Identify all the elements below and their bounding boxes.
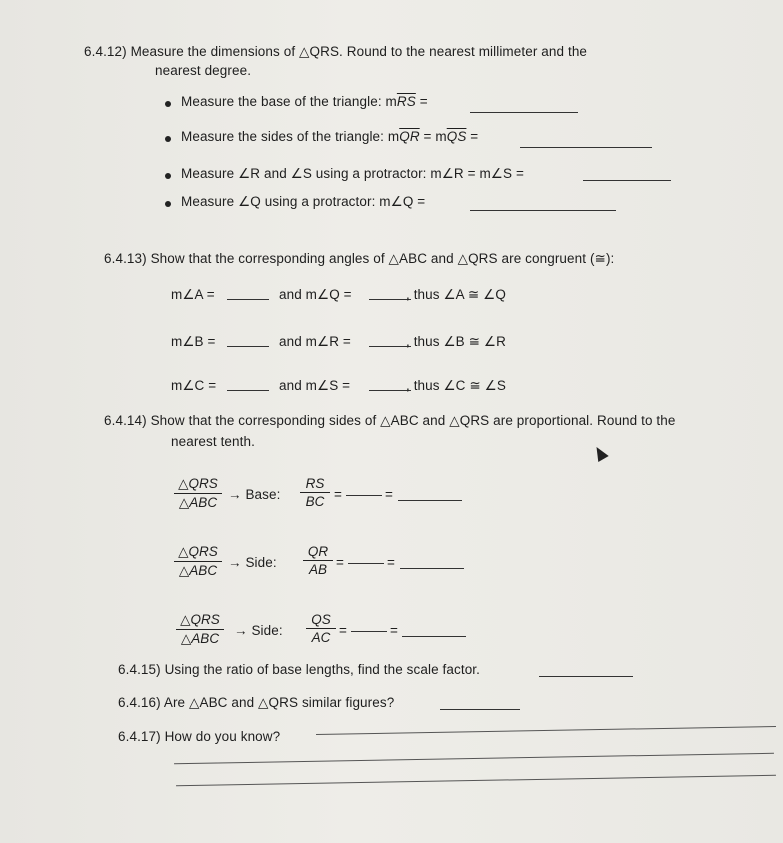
equals-sign: = — [339, 623, 347, 638]
fraction-denominator: △ABC — [178, 495, 218, 510]
answer-blank-angle-q[interactable] — [470, 210, 616, 211]
q14-row3-label: → Side: — [234, 623, 283, 638]
q13-row1-left: m∠A = — [171, 287, 215, 302]
equals-sign: = — [470, 129, 479, 144]
answer-blank-ratio-fraction[interactable] — [351, 631, 387, 632]
q12-header-cont: nearest degree. — [155, 63, 252, 78]
answer-blank-angles-rs[interactable] — [583, 180, 671, 181]
bullet-icon — [165, 201, 171, 207]
answer-blank-ratio-base[interactable] — [398, 500, 462, 501]
q14-header: 6.4.14) Show that the corresponding sides of △ABC and △QRS are proportional. Round to the — [104, 413, 676, 428]
equals-m: = m — [423, 129, 447, 144]
fraction-denominator: AB — [308, 562, 327, 577]
q13-row3-left: m∠C = — [171, 378, 217, 393]
equals-sign: = — [387, 555, 395, 570]
q13-row2-mid: and m∠R = — [279, 334, 351, 349]
q16-prompt: 6.4.16) Are △ABC and △QRS similar figures? — [118, 695, 395, 710]
answer-blank-sides[interactable] — [520, 147, 652, 148]
equals-sign: = — [334, 487, 342, 502]
q14-header-cont: nearest tenth. — [171, 434, 255, 449]
q13-header: 6.4.13) Show that the corresponding angles of △ABC and △QRS are congruent (≅): — [104, 251, 615, 266]
q12-base-text: Measure the base of the triangle: m — [181, 94, 397, 109]
equals-sign: = — [419, 94, 428, 109]
equals-sign: = — [385, 487, 393, 502]
side-fraction — [300, 476, 330, 509]
answer-line[interactable] — [176, 775, 776, 786]
answer-blank-ratio-side2[interactable] — [402, 636, 466, 637]
q12-header: 6.4.12) Measure the dimensions of △QRS. Round to the nearest millimeter and the — [84, 44, 588, 59]
equals-sign: = — [390, 623, 398, 638]
bullet-icon — [165, 101, 171, 107]
answer-blank-base[interactable] — [470, 112, 578, 113]
q14-row1-label: → Base: — [228, 487, 281, 502]
answer-blank-ratio-fraction[interactable] — [348, 563, 384, 564]
q14-row2-label: → Side: — [228, 555, 277, 570]
segment-qr: $\overline{QR}$ — [399, 129, 420, 144]
q13-row3-mid: and m∠S = — [279, 378, 351, 393]
equals-sign: = — [336, 555, 344, 570]
fraction-denominator: BC — [305, 494, 325, 509]
q13-row2-thus: , thus ∠B ≅ ∠R — [406, 334, 506, 349]
answer-blank-angle-a[interactable] — [227, 299, 269, 300]
bullet-icon — [165, 173, 171, 179]
fraction-denominator: AC — [311, 630, 331, 645]
answer-blank-similar[interactable] — [440, 709, 520, 710]
fraction-numerator: RS — [300, 476, 330, 493]
answer-blank-angle-r[interactable] — [369, 346, 411, 347]
fraction-numerator: QR — [303, 544, 333, 561]
fraction-denominator: △ABC — [178, 563, 218, 578]
q13-row1-thus: , thus ∠A ≅ ∠Q — [406, 287, 506, 302]
q12-base-prompt — [181, 94, 428, 109]
bullet-icon — [165, 136, 171, 142]
answer-blank-angle-s[interactable] — [369, 390, 411, 391]
q12-angle-q-prompt: Measure ∠Q using a protractor: m∠Q = — [181, 194, 426, 209]
q13-row3-thus: , thus ∠C ≅ ∠S — [406, 378, 506, 393]
side-fraction — [303, 544, 333, 577]
q12-sides-prompt — [181, 129, 478, 144]
q17-prompt: 6.4.17) How do you know? — [118, 729, 281, 744]
q12-angles-rs-prompt: Measure ∠R and ∠S using a protractor: m∠R = m∠S = — [181, 166, 524, 181]
answer-blank-angle-b[interactable] — [227, 346, 269, 347]
fraction-numerator: △QRS — [176, 612, 224, 630]
answer-blank-scale-factor[interactable] — [539, 676, 633, 677]
ratio-fraction — [174, 544, 222, 579]
side-fraction — [306, 612, 336, 645]
answer-blank-ratio-side1[interactable] — [400, 568, 464, 569]
answer-blank-ratio-fraction[interactable] — [346, 495, 382, 496]
ratio-fraction — [174, 476, 222, 511]
mouse-cursor-icon — [591, 444, 608, 462]
answer-blank-angle-c[interactable] — [227, 390, 269, 391]
answer-blank-angle-q2[interactable] — [369, 299, 411, 300]
fraction-denominator: △ABC — [180, 631, 220, 646]
segment-rs: $\overline{RS}$ — [396, 94, 416, 109]
fraction-numerator: QS — [306, 612, 336, 629]
q13-row1-mid: and m∠Q = — [279, 287, 352, 302]
q15-prompt: 6.4.15) Using the ratio of base lengths, find the scale factor. — [118, 662, 481, 677]
fraction-numerator: △QRS — [174, 544, 222, 562]
ratio-fraction — [176, 612, 224, 647]
segment-qs: $\overline{QS}$ — [446, 129, 467, 144]
answer-line[interactable] — [174, 753, 774, 764]
fraction-numerator: △QRS — [174, 476, 222, 494]
q12-sides-text: Measure the sides of the triangle: m — [181, 129, 400, 144]
answer-line[interactable] — [316, 726, 776, 735]
q13-row2-left: m∠B = — [171, 334, 216, 349]
